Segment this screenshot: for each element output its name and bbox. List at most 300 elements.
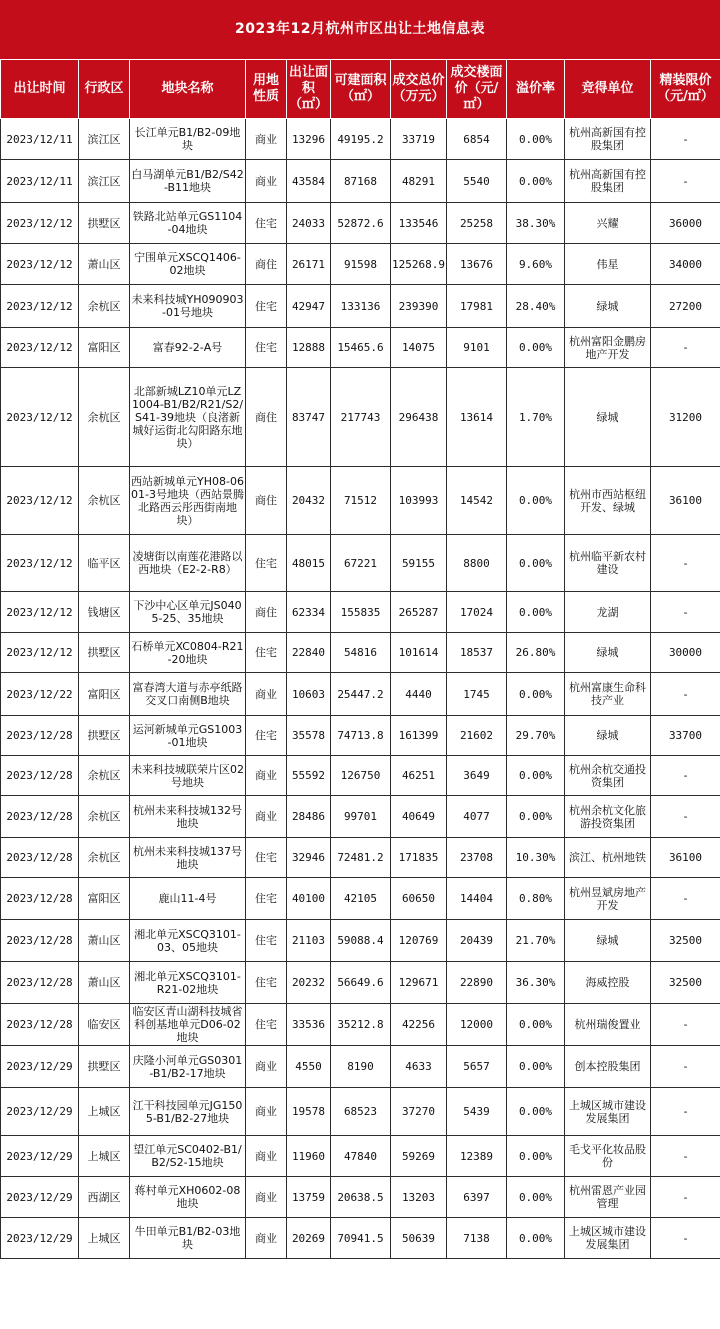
cell-price-cap: -	[651, 1218, 720, 1259]
cell-parcel-name: 杭州未来科技城132号地块	[130, 796, 246, 838]
cell-district: 拱墅区	[79, 203, 130, 244]
cell-date: 2023/12/12	[1, 203, 79, 244]
cell-price-cap: -	[651, 119, 720, 160]
header-winner: 竞得单位	[565, 60, 651, 119]
table-row	[1, 716, 720, 756]
table-row	[1, 673, 720, 716]
cell-winner: 杭州昱斌房地产开发	[565, 878, 651, 920]
cell-parcel-name: 石桥单元XC0804-R21-20地块	[130, 633, 246, 673]
cell-date: 2023/12/12	[1, 328, 79, 368]
cell-date: 2023/12/28	[1, 716, 79, 756]
cell-price-cap: 36100	[651, 467, 720, 535]
cell-winner: 伟星	[565, 244, 651, 285]
header-district: 行政区	[79, 60, 130, 119]
table-row	[1, 368, 720, 467]
cell-area: 35578	[287, 716, 331, 756]
cell-floor-price: 5657	[447, 1046, 507, 1088]
cell-area: 13296	[287, 119, 331, 160]
header-premium-rate: 溢价率	[507, 60, 565, 119]
cell-parcel-name: 鹿山11-4号	[130, 878, 246, 920]
cell-district: 滨江区	[79, 119, 130, 160]
cell-date: 2023/12/29	[1, 1177, 79, 1218]
cell-parcel-name: 未来科技城联荣片区02号地块	[130, 756, 246, 796]
cell-land-use: 住宅	[246, 633, 287, 673]
cell-buildable-area: 59088.4	[331, 920, 391, 962]
cell-area: 24033	[287, 203, 331, 244]
cell-premium-rate: 9.60%	[507, 244, 565, 285]
cell-price-cap: 31200	[651, 368, 720, 467]
sheet-title: 2023年12月杭州市区出让土地信息表	[0, 0, 720, 59]
cell-winner: 兴耀	[565, 203, 651, 244]
cell-district: 富阳区	[79, 878, 130, 920]
table-row	[1, 1046, 720, 1088]
cell-buildable-area: 47840	[331, 1136, 391, 1177]
table-row	[1, 1004, 720, 1046]
cell-date: 2023/12/28	[1, 756, 79, 796]
cell-district: 拱墅区	[79, 716, 130, 756]
cell-land-use: 住宅	[246, 716, 287, 756]
cell-total-price: 265287	[391, 592, 447, 633]
cell-district: 余杭区	[79, 467, 130, 535]
cell-land-use: 商业	[246, 160, 287, 203]
cell-total-price: 14075	[391, 328, 447, 368]
cell-price-cap: 27200	[651, 285, 720, 328]
cell-area: 55592	[287, 756, 331, 796]
cell-area: 10603	[287, 673, 331, 716]
cell-premium-rate: 0.00%	[507, 592, 565, 633]
cell-winner: 滨江、杭州地铁	[565, 838, 651, 878]
cell-price-cap: 32500	[651, 920, 720, 962]
cell-parcel-name: 白马湖单元B1/B2/S42-B11地块	[130, 160, 246, 203]
cell-parcel-name: 铁路北站单元GS1104-04地块	[130, 203, 246, 244]
cell-floor-price: 9101	[447, 328, 507, 368]
cell-date: 2023/12/29	[1, 1088, 79, 1136]
cell-district: 余杭区	[79, 796, 130, 838]
cell-district: 上城区	[79, 1088, 130, 1136]
cell-floor-price: 20439	[447, 920, 507, 962]
cell-price-cap: 36000	[651, 203, 720, 244]
cell-district: 萧山区	[79, 962, 130, 1004]
cell-date: 2023/12/28	[1, 838, 79, 878]
cell-area: 20232	[287, 962, 331, 1004]
cell-parcel-name: 运河新城单元GS1003-01地块	[130, 716, 246, 756]
cell-floor-price: 17024	[447, 592, 507, 633]
table-row	[1, 796, 720, 838]
cell-premium-rate: 0.00%	[507, 1218, 565, 1259]
cell-date: 2023/12/28	[1, 878, 79, 920]
cell-buildable-area: 87168	[331, 160, 391, 203]
cell-land-use: 住宅	[246, 962, 287, 1004]
header-parcel-name: 地块名称	[130, 60, 246, 119]
cell-date: 2023/12/29	[1, 1046, 79, 1088]
cell-floor-price: 17981	[447, 285, 507, 328]
cell-parcel-name: 湘北单元XSCQ3101-R21-02地块	[130, 962, 246, 1004]
cell-date: 2023/12/28	[1, 920, 79, 962]
cell-area: 43584	[287, 160, 331, 203]
cell-parcel-name: 凌塘街以南莲花港路以西地块（E2-2-R8）	[130, 535, 246, 592]
cell-price-cap: -	[651, 1177, 720, 1218]
cell-price-cap: -	[651, 1004, 720, 1046]
cell-floor-price: 5540	[447, 160, 507, 203]
cell-date: 2023/12/12	[1, 244, 79, 285]
table-row	[1, 467, 720, 535]
header-total-price: 成交总价（万元）	[391, 60, 447, 119]
cell-price-cap: -	[651, 535, 720, 592]
table-row	[1, 160, 720, 203]
cell-premium-rate: 1.70%	[507, 368, 565, 467]
cell-premium-rate: 0.00%	[507, 328, 565, 368]
cell-date: 2023/12/28	[1, 962, 79, 1004]
header-buildable-area: 可建面积（㎡）	[331, 60, 391, 119]
cell-price-cap: 34000	[651, 244, 720, 285]
cell-district: 余杭区	[79, 756, 130, 796]
cell-floor-price: 8800	[447, 535, 507, 592]
cell-district: 上城区	[79, 1218, 130, 1259]
cell-date: 2023/12/12	[1, 285, 79, 328]
cell-winner: 绿城	[565, 368, 651, 467]
cell-total-price: 239390	[391, 285, 447, 328]
cell-total-price: 40649	[391, 796, 447, 838]
cell-price-cap: -	[651, 328, 720, 368]
cell-area: 48015	[287, 535, 331, 592]
cell-floor-price: 22890	[447, 962, 507, 1004]
cell-floor-price: 5439	[447, 1088, 507, 1136]
cell-district: 上城区	[79, 1136, 130, 1177]
table-row	[1, 119, 720, 160]
cell-total-price: 37270	[391, 1088, 447, 1136]
cell-winner: 杭州富阳金鹏房地产开发	[565, 328, 651, 368]
cell-total-price: 48291	[391, 160, 447, 203]
cell-land-use: 商住	[246, 467, 287, 535]
cell-district: 滨江区	[79, 160, 130, 203]
cell-date: 2023/12/12	[1, 633, 79, 673]
cell-total-price: 125268.9	[391, 244, 447, 285]
table-header-row	[1, 60, 720, 119]
cell-premium-rate: 26.80%	[507, 633, 565, 673]
cell-premium-rate: 0.00%	[507, 796, 565, 838]
header-land-use: 用地性质	[246, 60, 287, 119]
cell-district: 富阳区	[79, 673, 130, 716]
table-body	[1, 119, 720, 1259]
cell-total-price: 103993	[391, 467, 447, 535]
cell-parcel-name: 望江单元SC0402-B1/B2/S2-15地块	[130, 1136, 246, 1177]
cell-winner: 杭州雷恩产业园管理	[565, 1177, 651, 1218]
cell-floor-price: 1745	[447, 673, 507, 716]
cell-floor-price: 14404	[447, 878, 507, 920]
cell-buildable-area: 54816	[331, 633, 391, 673]
cell-buildable-area: 72481.2	[331, 838, 391, 878]
cell-floor-price: 6397	[447, 1177, 507, 1218]
cell-area: 4550	[287, 1046, 331, 1088]
cell-winner: 绿城	[565, 285, 651, 328]
cell-buildable-area: 70941.5	[331, 1218, 391, 1259]
cell-total-price: 101614	[391, 633, 447, 673]
cell-buildable-area: 20638.5	[331, 1177, 391, 1218]
cell-price-cap: -	[651, 160, 720, 203]
cell-floor-price: 14542	[447, 467, 507, 535]
cell-buildable-area: 71512	[331, 467, 391, 535]
cell-premium-rate: 0.00%	[507, 119, 565, 160]
cell-floor-price: 25258	[447, 203, 507, 244]
cell-parcel-name: 富春92-2-A号	[130, 328, 246, 368]
cell-floor-price: 12000	[447, 1004, 507, 1046]
cell-buildable-area: 49195.2	[331, 119, 391, 160]
cell-parcel-name: 北部新城LZ10单元LZ1004-B1/B2/R21/S2/S41-39地块（良渚新城好运街北勾阳路东地块）	[130, 368, 246, 467]
cell-parcel-name: 杭州未来科技城137号地块	[130, 838, 246, 878]
cell-buildable-area: 133136	[331, 285, 391, 328]
cell-area: 13759	[287, 1177, 331, 1218]
cell-price-cap: -	[651, 592, 720, 633]
cell-winner: 上城区城市建设发展集团	[565, 1218, 651, 1259]
land-table	[0, 59, 720, 1259]
cell-premium-rate: 28.40%	[507, 285, 565, 328]
cell-winner: 毛戈平化妆品股份	[565, 1136, 651, 1177]
cell-land-use: 住宅	[246, 838, 287, 878]
cell-land-use: 商业	[246, 1136, 287, 1177]
header-floor-price: 成交楼面价（元/㎡）	[447, 60, 507, 119]
cell-winner: 杭州高新国有控股集团	[565, 160, 651, 203]
cell-area: 26171	[287, 244, 331, 285]
cell-land-use: 商住	[246, 244, 287, 285]
cell-area: 12888	[287, 328, 331, 368]
cell-price-cap: -	[651, 673, 720, 716]
cell-price-cap: -	[651, 878, 720, 920]
table-row	[1, 203, 720, 244]
cell-date: 2023/12/28	[1, 796, 79, 838]
cell-land-use: 住宅	[246, 878, 287, 920]
cell-total-price: 50639	[391, 1218, 447, 1259]
cell-area: 20432	[287, 467, 331, 535]
cell-date: 2023/12/11	[1, 119, 79, 160]
cell-winner: 杭州余杭文化旅游投资集团	[565, 796, 651, 838]
cell-price-cap: 36100	[651, 838, 720, 878]
cell-winner: 创本控股集团	[565, 1046, 651, 1088]
cell-price-cap: 30000	[651, 633, 720, 673]
table-row	[1, 1088, 720, 1136]
cell-price-cap: -	[651, 796, 720, 838]
cell-district: 萧山区	[79, 920, 130, 962]
cell-date: 2023/12/29	[1, 1136, 79, 1177]
cell-total-price: 296438	[391, 368, 447, 467]
cell-land-use: 商业	[246, 1046, 287, 1088]
cell-land-use: 商住	[246, 592, 287, 633]
cell-premium-rate: 0.00%	[507, 1136, 565, 1177]
table-row	[1, 285, 720, 328]
cell-area: 11960	[287, 1136, 331, 1177]
table-row	[1, 1177, 720, 1218]
cell-buildable-area: 56649.6	[331, 962, 391, 1004]
cell-date: 2023/12/12	[1, 467, 79, 535]
cell-buildable-area: 74713.8	[331, 716, 391, 756]
cell-area: 42947	[287, 285, 331, 328]
cell-premium-rate: 0.00%	[507, 535, 565, 592]
cell-date: 2023/12/12	[1, 368, 79, 467]
cell-premium-rate: 29.70%	[507, 716, 565, 756]
cell-district: 拱墅区	[79, 633, 130, 673]
cell-date: 2023/12/29	[1, 1218, 79, 1259]
cell-winner: 杭州高新国有控股集团	[565, 119, 651, 160]
cell-buildable-area: 217743	[331, 368, 391, 467]
cell-total-price: 171835	[391, 838, 447, 878]
cell-winner: 绿城	[565, 716, 651, 756]
cell-buildable-area: 42105	[331, 878, 391, 920]
cell-floor-price: 21602	[447, 716, 507, 756]
cell-total-price: 129671	[391, 962, 447, 1004]
cell-parcel-name: 庆隆小河单元GS0301-B1/B2-17地块	[130, 1046, 246, 1088]
cell-winner: 海威控股	[565, 962, 651, 1004]
cell-floor-price: 23708	[447, 838, 507, 878]
cell-total-price: 33719	[391, 119, 447, 160]
cell-total-price: 59269	[391, 1136, 447, 1177]
cell-premium-rate: 0.00%	[507, 673, 565, 716]
cell-district: 临安区	[79, 1004, 130, 1046]
cell-premium-rate: 0.80%	[507, 878, 565, 920]
cell-area: 22840	[287, 633, 331, 673]
cell-district: 西湖区	[79, 1177, 130, 1218]
cell-premium-rate: 0.00%	[507, 1177, 565, 1218]
cell-premium-rate: 38.30%	[507, 203, 565, 244]
cell-buildable-area: 25447.2	[331, 673, 391, 716]
cell-parcel-name: 西站新城单元YH08-0601-3号地块（西站景腾北路西云彤西街南地块）	[130, 467, 246, 535]
cell-date: 2023/12/11	[1, 160, 79, 203]
cell-land-use: 商业	[246, 119, 287, 160]
cell-floor-price: 18537	[447, 633, 507, 673]
cell-floor-price: 3649	[447, 756, 507, 796]
table-row	[1, 878, 720, 920]
cell-total-price: 59155	[391, 535, 447, 592]
cell-date: 2023/12/12	[1, 535, 79, 592]
table-row	[1, 920, 720, 962]
cell-date: 2023/12/28	[1, 1004, 79, 1046]
cell-area: 40100	[287, 878, 331, 920]
table-row	[1, 633, 720, 673]
cell-area: 32946	[287, 838, 331, 878]
cell-buildable-area: 68523	[331, 1088, 391, 1136]
cell-land-use: 商业	[246, 1177, 287, 1218]
cell-premium-rate: 10.30%	[507, 838, 565, 878]
cell-parcel-name: 富春湾大道与赤亭纸路交叉口南侧B地块	[130, 673, 246, 716]
cell-total-price: 60650	[391, 878, 447, 920]
cell-winner: 杭州市西站枢纽开发、绿城	[565, 467, 651, 535]
table-row	[1, 962, 720, 1004]
cell-premium-rate: 0.00%	[507, 160, 565, 203]
cell-land-use: 住宅	[246, 1004, 287, 1046]
table-row	[1, 592, 720, 633]
table-row	[1, 244, 720, 285]
cell-land-use: 商业	[246, 1088, 287, 1136]
cell-land-use: 住宅	[246, 328, 287, 368]
cell-winner: 上城区城市建设发展集团	[565, 1088, 651, 1136]
cell-area: 28486	[287, 796, 331, 838]
header-date: 出让时间	[1, 60, 79, 119]
cell-floor-price: 4077	[447, 796, 507, 838]
cell-parcel-name: 下沙中心区单元JS0405-25、35地块	[130, 592, 246, 633]
cell-date: 2023/12/12	[1, 592, 79, 633]
cell-price-cap: 33700	[651, 716, 720, 756]
cell-total-price: 42256	[391, 1004, 447, 1046]
cell-floor-price: 13614	[447, 368, 507, 467]
cell-floor-price: 13676	[447, 244, 507, 285]
cell-area: 33536	[287, 1004, 331, 1046]
cell-land-use: 商业	[246, 673, 287, 716]
header-price-cap: 精装限价（元/㎡）	[651, 60, 720, 119]
table-row	[1, 1218, 720, 1259]
cell-land-use: 住宅	[246, 535, 287, 592]
cell-total-price: 161399	[391, 716, 447, 756]
cell-total-price: 120769	[391, 920, 447, 962]
cell-land-use: 商业	[246, 1218, 287, 1259]
cell-land-use: 住宅	[246, 203, 287, 244]
cell-total-price: 4633	[391, 1046, 447, 1088]
cell-buildable-area: 8190	[331, 1046, 391, 1088]
cell-premium-rate: 0.00%	[507, 756, 565, 796]
cell-buildable-area: 67221	[331, 535, 391, 592]
cell-buildable-area: 52872.6	[331, 203, 391, 244]
cell-winner: 杭州余杭交通投资集团	[565, 756, 651, 796]
cell-premium-rate: 0.00%	[507, 1088, 565, 1136]
cell-land-use: 商业	[246, 796, 287, 838]
cell-winner: 龙湖	[565, 592, 651, 633]
cell-date: 2023/12/22	[1, 673, 79, 716]
table-row	[1, 535, 720, 592]
cell-area: 21103	[287, 920, 331, 962]
cell-parcel-name: 江干科技园单元JG1505-B1/B2-27地块	[130, 1088, 246, 1136]
cell-winner: 杭州瑞俊置业	[565, 1004, 651, 1046]
cell-winner: 杭州富康生命科技产业	[565, 673, 651, 716]
cell-winner: 杭州临平新农村建设	[565, 535, 651, 592]
table-row	[1, 838, 720, 878]
cell-total-price: 46251	[391, 756, 447, 796]
cell-winner: 绿城	[565, 920, 651, 962]
cell-district: 余杭区	[79, 838, 130, 878]
cell-land-use: 商业	[246, 756, 287, 796]
cell-total-price: 133546	[391, 203, 447, 244]
cell-area: 62334	[287, 592, 331, 633]
cell-premium-rate: 0.00%	[507, 1046, 565, 1088]
cell-parcel-name: 长江单元B1/B2-09地块	[130, 119, 246, 160]
table-row	[1, 328, 720, 368]
cell-parcel-name: 未来科技城YH090903-01号地块	[130, 285, 246, 328]
cell-land-use: 商住	[246, 368, 287, 467]
cell-district: 富阳区	[79, 328, 130, 368]
cell-area: 20269	[287, 1218, 331, 1259]
cell-area: 83747	[287, 368, 331, 467]
cell-price-cap: -	[651, 1136, 720, 1177]
cell-buildable-area: 155835	[331, 592, 391, 633]
header-area: 出让面积（㎡）	[287, 60, 331, 119]
cell-premium-rate: 36.30%	[507, 962, 565, 1004]
cell-premium-rate: 0.00%	[507, 1004, 565, 1046]
cell-premium-rate: 21.70%	[507, 920, 565, 962]
cell-total-price: 13203	[391, 1177, 447, 1218]
cell-floor-price: 6854	[447, 119, 507, 160]
cell-land-use: 住宅	[246, 920, 287, 962]
cell-price-cap: -	[651, 756, 720, 796]
table-row	[1, 756, 720, 796]
cell-district: 钱塘区	[79, 592, 130, 633]
cell-land-use: 住宅	[246, 285, 287, 328]
cell-parcel-name: 牛田单元B1/B2-03地块	[130, 1218, 246, 1259]
cell-price-cap: -	[651, 1046, 720, 1088]
cell-price-cap: -	[651, 1088, 720, 1136]
cell-parcel-name: 临安区青山湖科技城省科创基地单元D06-02地块	[130, 1004, 246, 1046]
cell-district: 拱墅区	[79, 1046, 130, 1088]
cell-district: 萧山区	[79, 244, 130, 285]
cell-district: 余杭区	[79, 368, 130, 467]
cell-parcel-name: 蒋村单元XH0602-08地块	[130, 1177, 246, 1218]
cell-buildable-area: 91598	[331, 244, 391, 285]
cell-district: 余杭区	[79, 285, 130, 328]
